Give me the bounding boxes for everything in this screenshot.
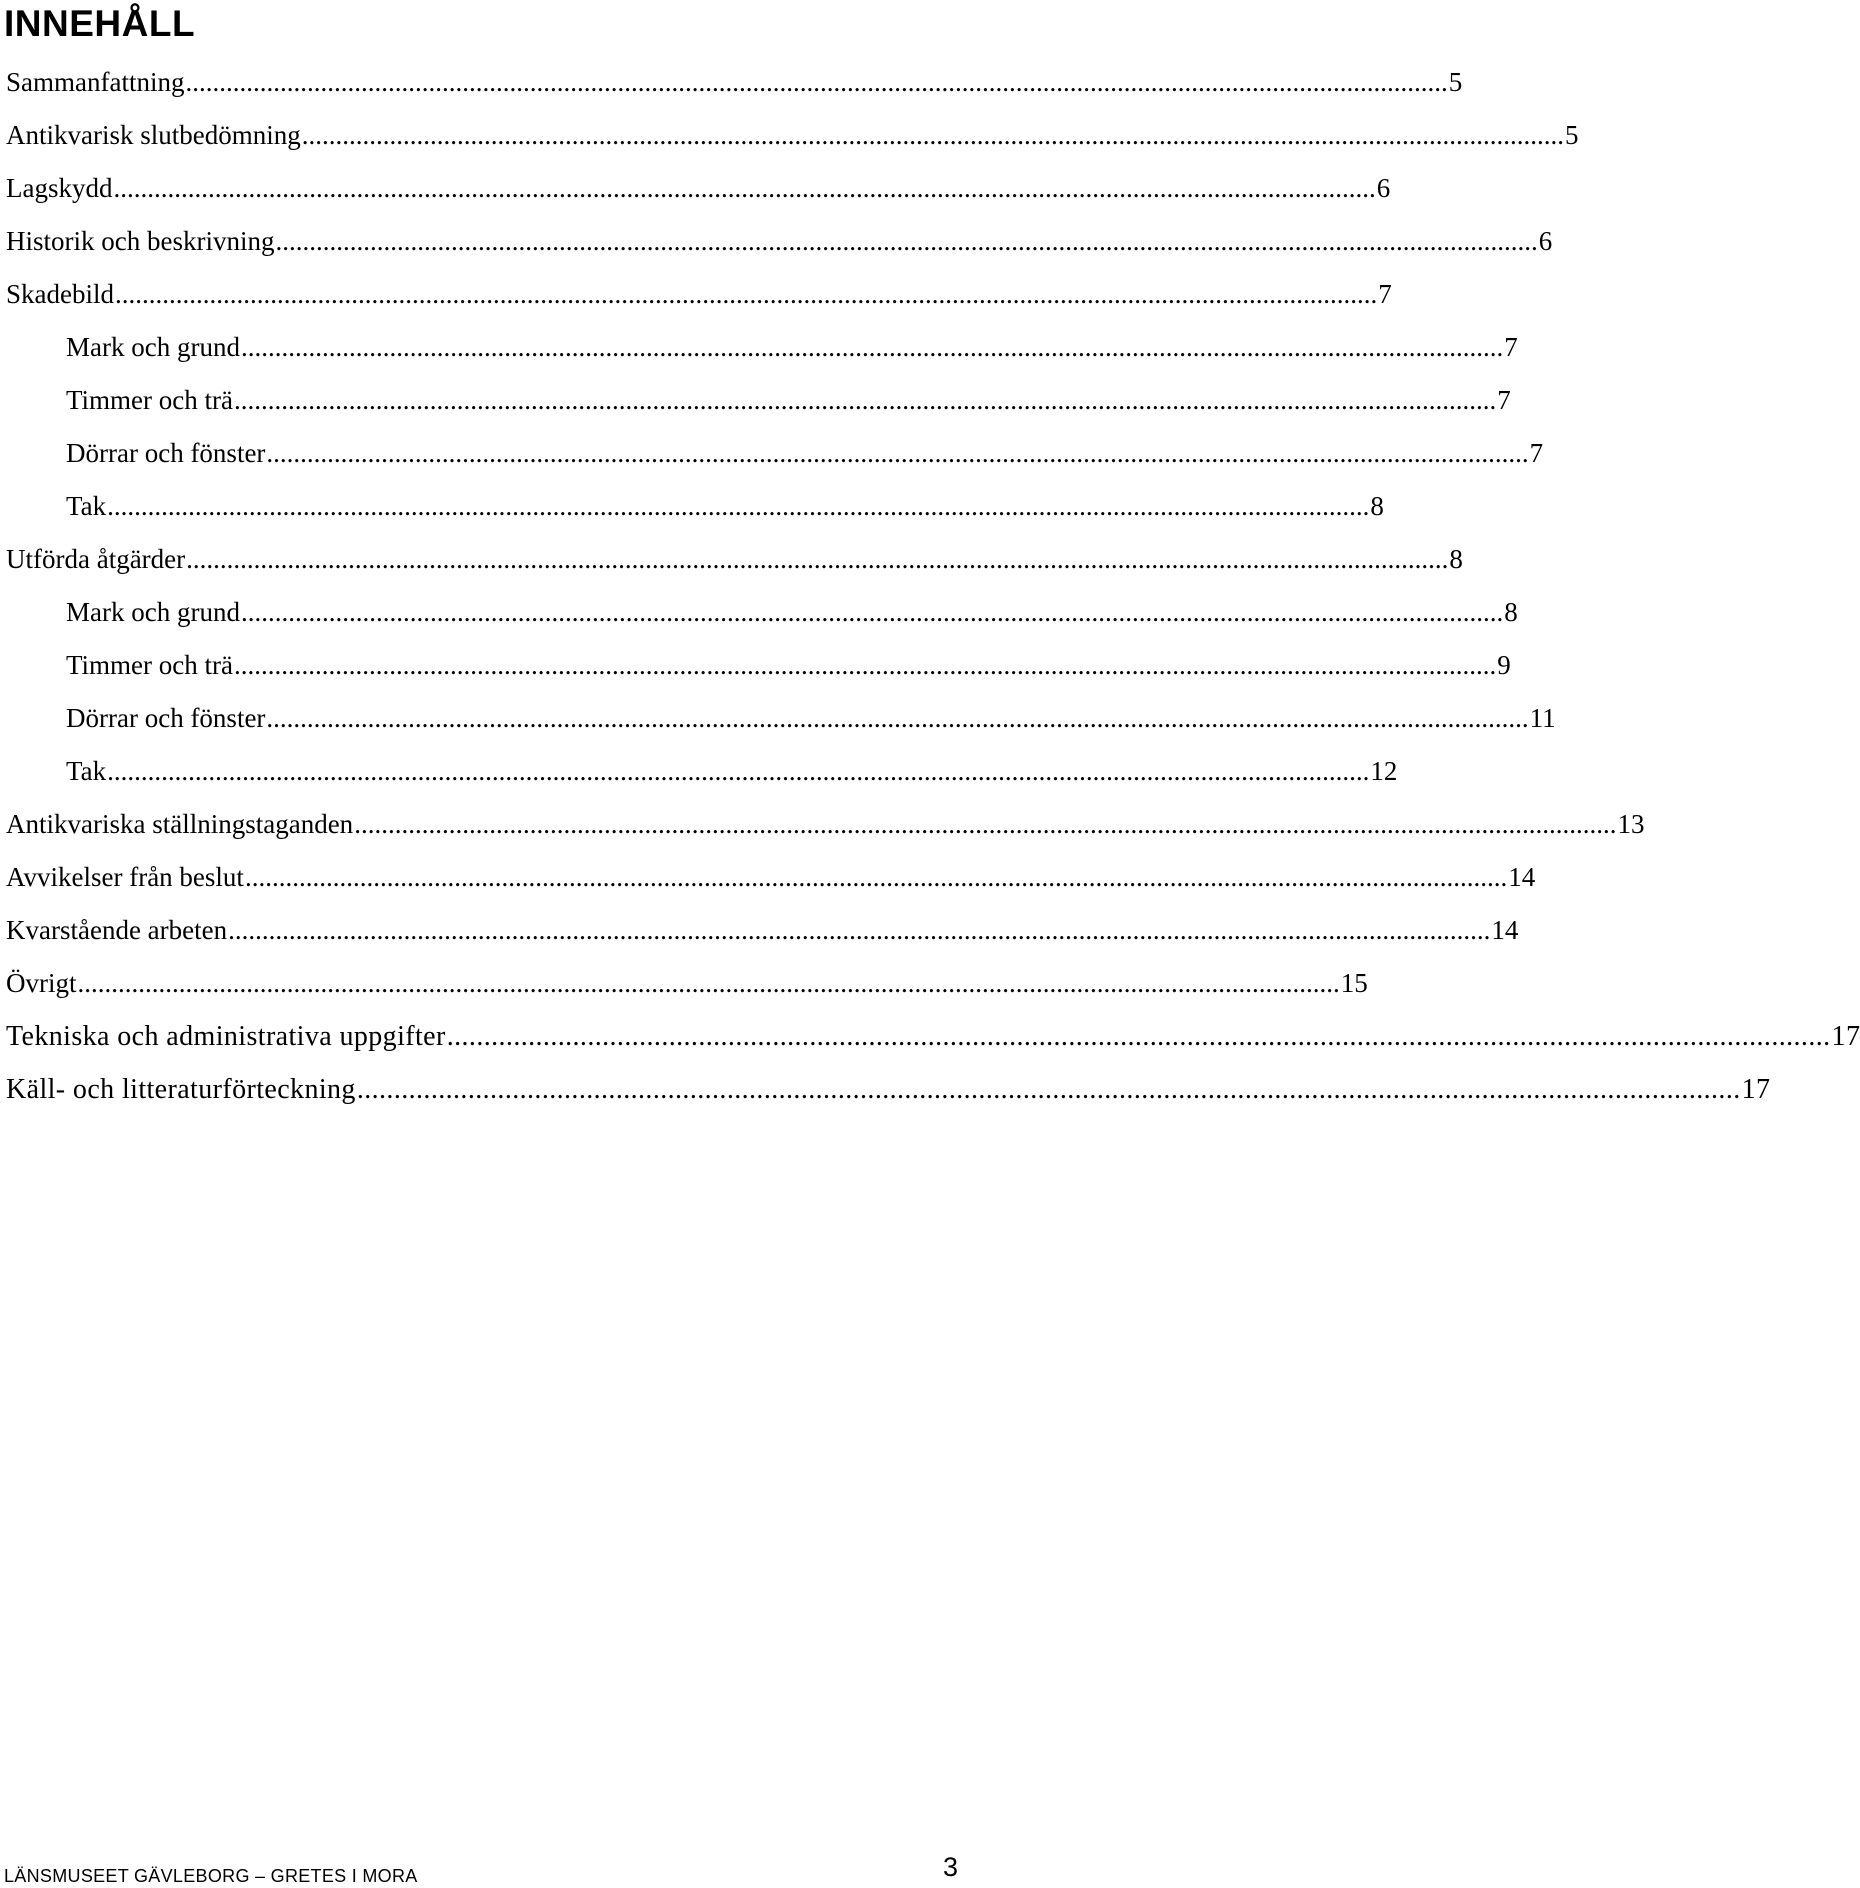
toc-entry-label: Antikvarisk slutbedömning — [6, 120, 301, 150]
toc-subentry[interactable] — [0, 327, 1518, 380]
toc-entry-label: Timmer och trä — [66, 650, 233, 680]
toc-subentry[interactable] — [0, 433, 1544, 486]
toc-dot-leader: ........................................................................................................................................................................................... — [266, 438, 1529, 468]
toc-dot-leader: ........................................................................................................................................................................................... — [275, 226, 1538, 256]
toc-heading: INNEHÅLL — [4, 3, 196, 44]
footer-publisher: LÄNSMUSEET GÄVLEBORG – GRETES I MORA — [4, 1866, 418, 1886]
toc-page-number: 7 — [1504, 332, 1518, 362]
toc-page-number: 11 — [1529, 703, 1556, 733]
toc-entry-label: Sammanfattning — [6, 67, 185, 97]
toc-page-number: 7 — [1378, 279, 1392, 309]
toc-entry-label: Timmer och trä — [66, 385, 233, 415]
toc-entry-label: Tekniska och administrativa uppgifter — [6, 1021, 446, 1052]
toc-entry-label: Käll- och litteraturförteckning — [6, 1074, 356, 1105]
toc-page-number: 5 — [1448, 67, 1463, 97]
toc-entry[interactable] — [0, 168, 1391, 221]
toc-entry-label: Tak — [66, 491, 107, 521]
toc-page-number: 17 — [1741, 1074, 1771, 1105]
toc-page-number: 12 — [1370, 756, 1398, 786]
toc-dot-leader: ........................................................................................................................................................................................... — [115, 279, 1378, 309]
toc-entry[interactable] — [0, 804, 1645, 857]
toc-page-number: 14 — [1508, 862, 1536, 892]
toc-entry[interactable] — [0, 1016, 1860, 1069]
toc-subentry[interactable] — [0, 486, 1384, 539]
toc-entry-label: Mark och grund — [66, 332, 240, 362]
toc-entry-label: Dörrar och fönster — [66, 703, 266, 733]
toc-page-number: 13 — [1617, 809, 1645, 839]
toc-page-number: 14 — [1491, 915, 1519, 945]
toc-subentry[interactable] — [0, 380, 1511, 433]
toc-page-number: 6 — [1376, 173, 1391, 203]
toc-page-number: 5 — [1564, 120, 1579, 150]
toc-entry-label: Utförda åtgärder — [6, 544, 186, 574]
toc-dot-leader: ........................................................................................................................................................................................... — [240, 332, 1504, 362]
toc-dot-leader: ........................................................................................................................................................................................... — [107, 491, 1370, 521]
toc-entry[interactable] — [0, 539, 1463, 592]
toc-dot-leader: ........................................................................................................................................................................................... — [356, 1074, 1741, 1105]
toc-dot-leader: ........................................................................................................................................................................................... — [228, 915, 1491, 945]
toc-entry-label: Kvarstående arbeten — [6, 915, 228, 945]
toc-entry[interactable] — [0, 221, 1553, 274]
toc-page-number: 8 — [1449, 544, 1463, 574]
toc-entry-label: Skadebild — [6, 279, 114, 309]
toc-page-number: 8 — [1504, 597, 1518, 627]
toc-entry-label: Dörrar och fönster — [66, 438, 266, 468]
toc-entry-label: Antikvariska ställningstaganden — [6, 809, 354, 839]
toc-entry[interactable] — [0, 62, 1463, 115]
toc-entry-label: Lagskydd — [6, 173, 113, 203]
toc-page-number: 7 — [1497, 385, 1511, 415]
toc-dot-leader: ........................................................................................................................................................................................... — [354, 809, 1617, 839]
toc-entry-label: Historik och beskrivning — [6, 226, 275, 256]
toc-dot-leader: ........................................................................................................................................................................................... — [186, 544, 1449, 574]
toc-page-number: 17 — [1831, 1021, 1860, 1052]
table-of-contents — [0, 62, 1860, 1122]
toc-subentry[interactable] — [0, 751, 1398, 804]
toc-dot-leader: ........................................................................................................................................................................................... — [113, 173, 1376, 203]
toc-dot-leader: ........................................................................................................................................................................................... — [244, 862, 1508, 892]
toc-dot-leader: ........................................................................................................................................................................................... — [266, 703, 1529, 733]
toc-dot-leader: ........................................................................................................................................................................................... — [185, 67, 1448, 97]
toc-dot-leader: ........................................................................................................................................................................................... — [240, 597, 1504, 627]
toc-subentry[interactable] — [0, 698, 1556, 751]
toc-entry-label: Övrigt — [6, 968, 77, 998]
toc-entry[interactable] — [0, 963, 1368, 1016]
toc-dot-leader: ........................................................................................................................................................................................... — [233, 650, 1497, 680]
toc-page-number: 7 — [1529, 438, 1544, 468]
toc-subentry[interactable] — [0, 592, 1518, 645]
toc-dot-leader: ........................................................................................................................................................................................... — [107, 756, 1370, 786]
toc-dot-leader: ........................................................................................................................................................................................... — [77, 968, 1340, 998]
toc-page-number: 8 — [1370, 491, 1384, 521]
toc-entry[interactable] — [0, 910, 1519, 963]
page-number: 3 — [942, 1852, 958, 1882]
toc-entry[interactable] — [0, 1069, 1771, 1122]
toc-entry-label: Avvikelser från beslut — [6, 862, 244, 892]
toc-subentry[interactable] — [0, 645, 1511, 698]
toc-dot-leader: ........................................................................................................................................................................................... — [446, 1021, 1831, 1052]
toc-dot-leader: ........................................................................................................................................................................................... — [301, 120, 1564, 150]
toc-page-number: 9 — [1497, 650, 1511, 680]
toc-entry[interactable] — [0, 857, 1536, 910]
toc-entry[interactable] — [0, 115, 1579, 168]
toc-page-number: 6 — [1538, 226, 1553, 256]
toc-entry-label: Mark och grund — [66, 597, 240, 627]
toc-dot-leader: ........................................................................................................................................................................................... — [233, 385, 1497, 415]
toc-page-number: 15 — [1340, 968, 1368, 998]
toc-entry-label: Tak — [66, 756, 107, 786]
toc-entry[interactable] — [0, 274, 1392, 327]
